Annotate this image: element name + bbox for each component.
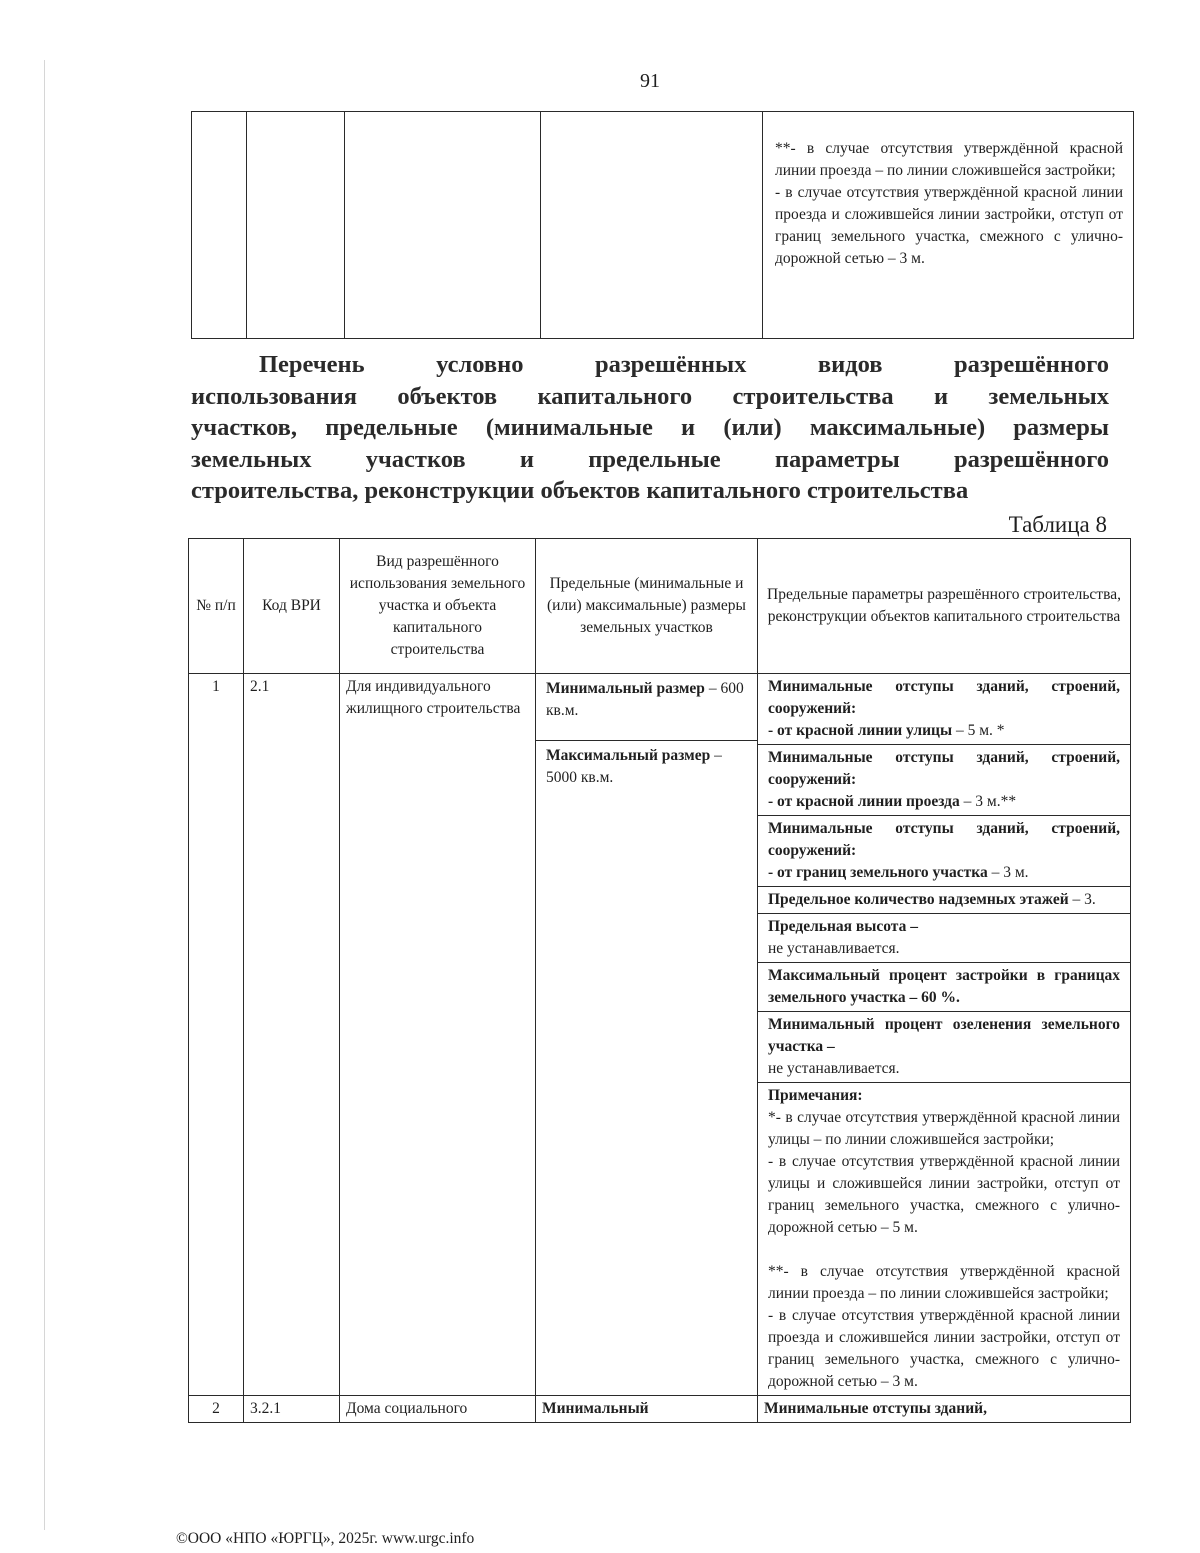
- column-header-code: Код ВРИ: [244, 539, 340, 674]
- column-header-type: Вид разрешённого использования земельного участка и объекта капитального строительства: [340, 539, 536, 674]
- param-block: Предельное количество надземных этажей – 3.: [758, 887, 1130, 914]
- note-text: - в случае отсутствия утверждённой красной линии проезда и сложившейся линии застройки, отступ от границ земельного участка, смежного с улично-дорожной сетью – 3 м.: [775, 184, 1123, 267]
- heading-line: использования объектов капитального строительства и земельных: [191, 382, 1109, 410]
- note-text: **- в случае отсутствия утверждённой красной линии проезда – по линии сложившейся застройки;: [775, 140, 1123, 179]
- row-type: Дома социального: [340, 1396, 536, 1423]
- column-header-sizes: Предельные (минимальные и (или) максимальные) размеры земельных участков: [536, 539, 758, 674]
- max-size: Максимальный размер – 5000 кв.м.: [546, 747, 722, 786]
- row-number: 2: [189, 1396, 244, 1423]
- scan-margin-line: [44, 60, 45, 1530]
- row-number: 1: [189, 674, 244, 1396]
- row-param: Минимальные отступы зданий,: [758, 1396, 1131, 1423]
- row-type: Для индивидуального жилищного строительства: [340, 674, 536, 1396]
- table-row: [192, 112, 1134, 339]
- heading-line: Перечень условно разрешённых видов разрешённого: [259, 351, 1109, 378]
- param-block: Максимальный процент застройки в границах земельного участка – 60 %.: [758, 963, 1130, 1012]
- min-size: Минимальный размер – 600 кв.м.: [536, 674, 757, 741]
- table-cell: [345, 112, 541, 339]
- notes-block: Примечания: *- в случае отсутствия утверждённой красной линии улицы – по линии сложившейся застройки; - в случае отсутствия утверждённой красной линии улицы и сложившейся линии застройки, отступ от границ земельного участка, смежного с улично-дорожной сетью – 5 м. **- в случае отсутствия утверждённой красной линии проезда – по линии сложившейся застройки; - в случае отсутствия утверждённой красной линии проезда и сложившейся линии застройки, отступ от границ земельного участка, смежного с улично-дорожной сетью – 3 м.: [768, 1087, 1120, 1390]
- row-code: 2.1: [244, 674, 340, 1396]
- param-block: Минимальные отступы зданий, строений, сооружений: - от красной линии улицы – 5 м. *: [758, 674, 1130, 745]
- row-params: [758, 674, 1131, 1396]
- param-block: Минимальные отступы зданий, строений, сооружений: - от красной линии проезда – 3 м.**: [758, 745, 1130, 816]
- page-number: 91: [640, 70, 660, 92]
- table-row: [189, 1396, 1131, 1423]
- heading-line: участков, предельные (минимальные и (или) максимальные) размеры: [191, 414, 1109, 441]
- table-cell: [247, 112, 345, 339]
- row-code: 3.2.1: [244, 1396, 340, 1423]
- param-block: Минимальные отступы зданий, строений, сооружений: - от границ земельного участка – 3 м.: [758, 816, 1130, 887]
- regulations-table: [188, 538, 1131, 1423]
- table-label: Таблица 8: [1008, 512, 1107, 537]
- table-row: [189, 674, 1131, 1396]
- table-cell: [541, 112, 763, 339]
- heading-line: земельных участков и предельные параметры разрешённого: [191, 445, 1109, 473]
- param-block: Предельная высота – не устанавливается.: [758, 914, 1130, 963]
- footer-copyright: ©ООО «НПО «ЮРГЦ», 2025г. www.urgc.info: [176, 1530, 475, 1547]
- heading-line: строительства, реконструкции объектов капитального строительства: [191, 477, 969, 504]
- param-block: Минимальный процент озеленения земельного участка – не устанавливается.: [758, 1012, 1130, 1083]
- row-sizes: [536, 674, 758, 1396]
- row-size: Минимальный: [536, 1396, 758, 1423]
- continued-table: [191, 111, 1134, 339]
- column-header-params: Предельные параметры разрешённого строительства, реконструкции объектов капитального строительства: [758, 539, 1131, 674]
- table-cell: [192, 112, 247, 339]
- continued-note-cell: [763, 112, 1134, 339]
- section-heading: [191, 349, 1109, 507]
- column-header-num: № п/п: [189, 539, 244, 674]
- table-header-row: [189, 539, 1131, 674]
